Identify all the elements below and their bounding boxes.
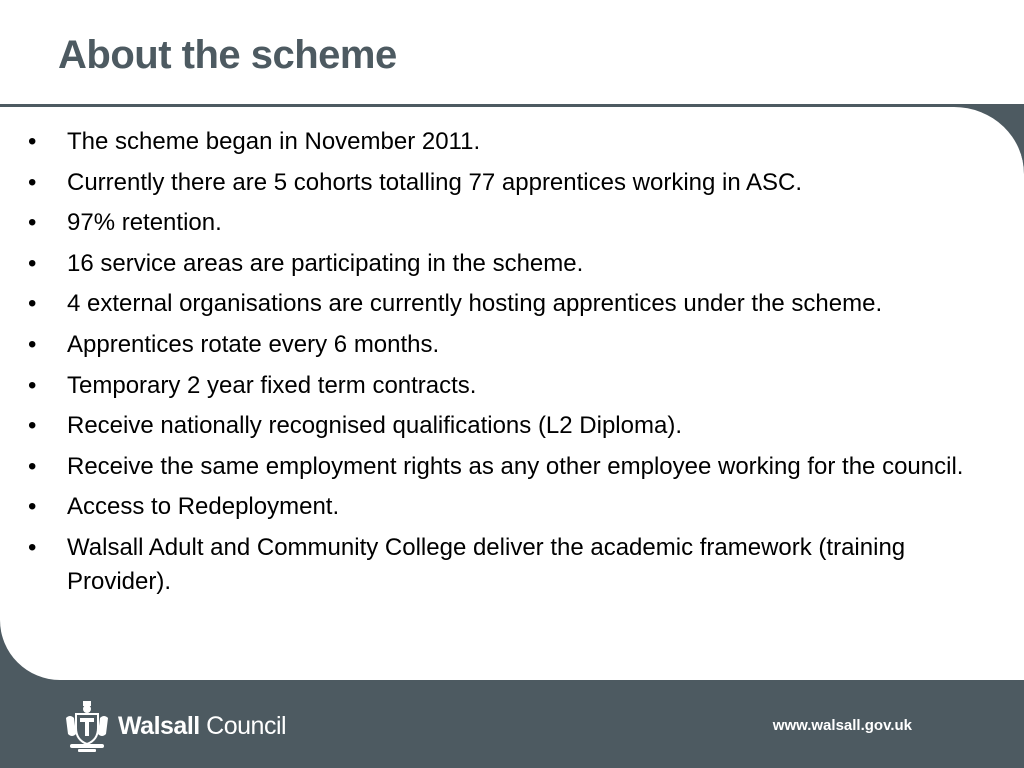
bullet-marker: • bbox=[28, 168, 37, 196]
logo-text-bold: Walsall bbox=[118, 711, 200, 740]
list-item bbox=[28, 287, 968, 321]
slide-header bbox=[0, 0, 1024, 104]
list-item bbox=[28, 450, 968, 484]
bullet-list bbox=[28, 125, 968, 606]
bullet-text: Apprentices rotate every 6 months. bbox=[67, 330, 440, 358]
list-item bbox=[28, 369, 968, 403]
bullet-marker: • bbox=[28, 371, 37, 399]
walsall-council-logo[interactable] bbox=[64, 700, 286, 752]
bullet-text: Temporary 2 year fixed term contracts. bbox=[67, 371, 477, 399]
bullet-marker: • bbox=[28, 330, 37, 358]
bullet-marker: • bbox=[28, 493, 37, 521]
bullet-marker: • bbox=[28, 452, 37, 480]
bullet-marker: • bbox=[28, 249, 37, 277]
bullet-text: 97% retention. bbox=[67, 209, 222, 237]
list-item bbox=[28, 206, 968, 240]
bullet-marker: • bbox=[28, 128, 37, 155]
bullet-text: Receive nationally recognised qualifications (L2 Diploma). bbox=[67, 412, 682, 440]
bullet-text: 4 external organisations are currently hosting apprentices under the scheme. bbox=[67, 290, 883, 318]
bullet-marker: • bbox=[28, 412, 37, 440]
page-title: About the scheme bbox=[58, 33, 397, 77]
bullet-text: Access to Redeployment. bbox=[67, 493, 340, 521]
footer-bar bbox=[0, 680, 1024, 768]
website-link[interactable]: www.walsall.gov.uk bbox=[772, 717, 912, 734]
list-item bbox=[28, 409, 968, 443]
list-item bbox=[28, 247, 968, 281]
list-item bbox=[28, 531, 968, 599]
bullet-marker: • bbox=[28, 290, 37, 318]
bullet-text: 16 service areas are participating in the scheme. bbox=[67, 249, 584, 277]
bullet-marker: • bbox=[28, 209, 37, 237]
bullet-text: Walsall Adult and Community College deliver the academic framework (training Provider). bbox=[67, 533, 906, 595]
list-item bbox=[28, 166, 968, 200]
list-item bbox=[28, 328, 968, 362]
list-item bbox=[28, 125, 968, 159]
bullet-text: Currently there are 5 cohorts totalling 77 apprentices working in ASC. bbox=[67, 168, 803, 196]
bullet-text: Receive the same employment rights as any other employee working for the council. bbox=[67, 452, 964, 480]
bullet-marker: • bbox=[28, 533, 37, 561]
crest-icon bbox=[64, 700, 110, 752]
logo-text-regular: Council bbox=[206, 711, 287, 740]
list-item bbox=[28, 490, 968, 524]
logo-wordmark bbox=[118, 712, 286, 741]
bullet-text: The scheme began in November 2011. bbox=[67, 128, 481, 155]
